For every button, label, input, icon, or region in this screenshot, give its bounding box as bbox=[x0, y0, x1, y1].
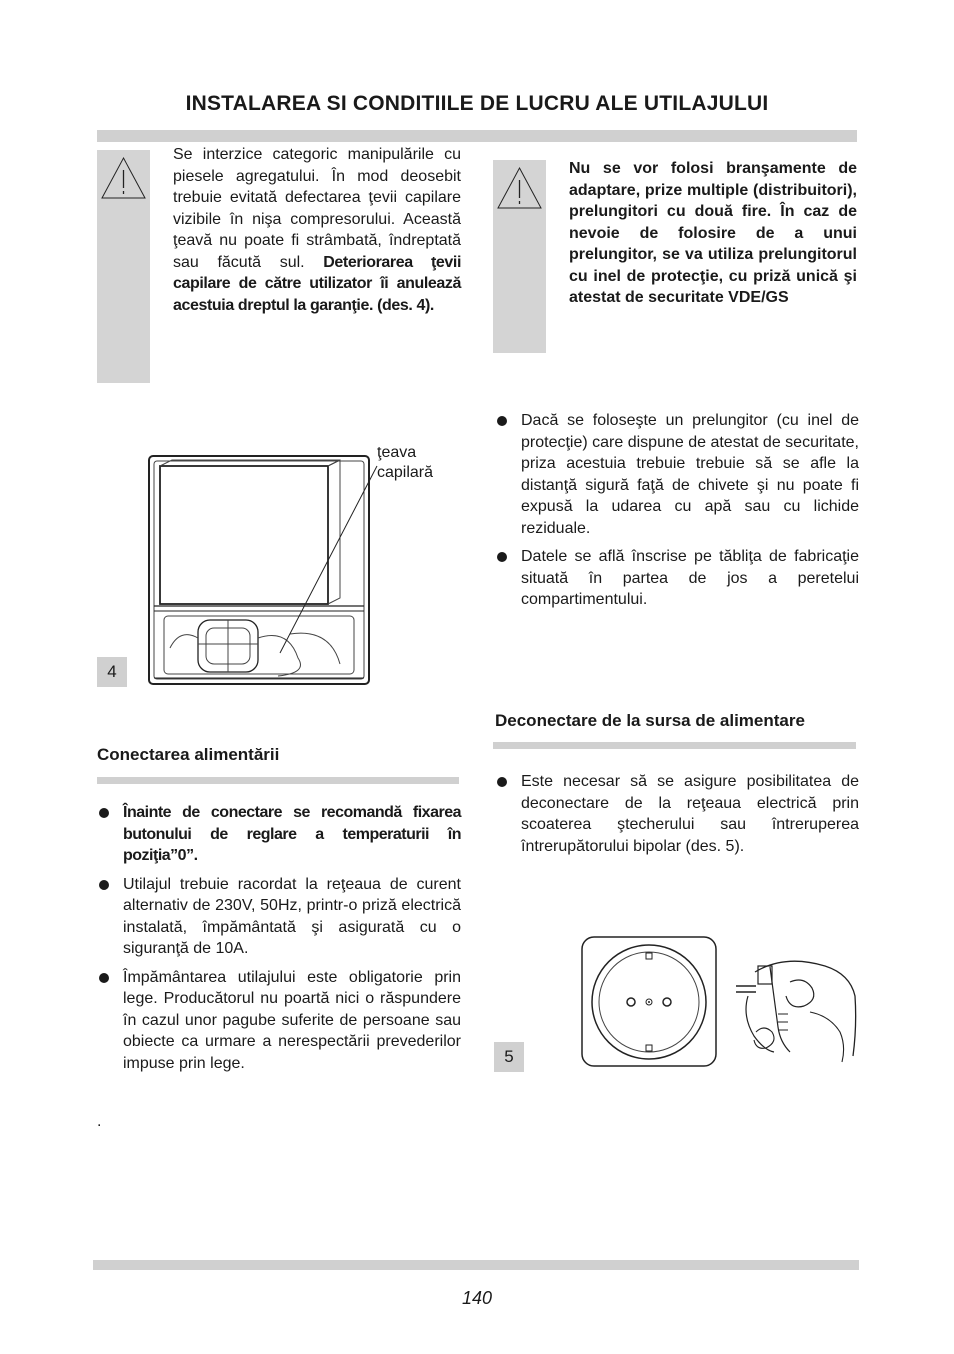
figure-5-socket bbox=[580, 935, 720, 1070]
right-bullet-list bbox=[495, 410, 859, 618]
list-item: Dacă se foloseşte un prelungitor (cu inel de protecţie) care dispune de atestat de securitate, priza acestuia trebuie trebuie să se afle la distanţă sigură faţă de chivete şi nu poate fi expusă la udarea cu apă sau cu lichide reziduale. bbox=[495, 410, 859, 539]
page-number: 140 bbox=[461, 1288, 493, 1308]
figure-4-refrigerator bbox=[140, 448, 380, 693]
warning-triangle-icon bbox=[97, 150, 150, 210]
section-connect-heading: Conectarea alimentării bbox=[97, 745, 280, 764]
figure-4-label: ţeava capilară bbox=[377, 444, 434, 481]
list-item: Este necesar să se asigure posibilitatea de deconectare de la reţeaua electrică prin scoaterea ştecherului sau întreruperea întrerupătorului bipolar (des. 5). bbox=[495, 771, 859, 857]
list-item: Utilajul trebuie racordat la reţeaua de curent alternativ de 230V, 50Hz, printr-o priză electrică instalată, împământată şi asigurată cu o siguranţă de 10A. bbox=[97, 874, 461, 960]
warning-left-normal: Se interzice categoric manipulările cu piesele agregatului. În mod deosebit trebuie evitată defectarea ţevii capilare vizibile în nişa compresorului. Această ţeavă nu poate fi strâmbată, îndreptată sau făcută sul. bbox=[173, 146, 461, 271]
stray-dot: . bbox=[97, 1113, 102, 1130]
section-connect-list bbox=[97, 802, 461, 1081]
footer-rule bbox=[93, 1260, 859, 1270]
list-item: Împământarea utilajului este obligatorie prin lege. Producătorul nu poartă nici o răspundere în cazul unor pagube suferite de persoane sau obiecte ca urmare a nerespectării prevederilor impuse prin lege. bbox=[97, 967, 461, 1075]
figure-5-plug-hand bbox=[730, 952, 860, 1064]
page-title: INSTALAREA SI CONDITIILE DE LUCRU ALE UTILAJULUI bbox=[185, 92, 769, 115]
section-disconnect-heading: Deconectare de la sursa de alimentare bbox=[495, 711, 805, 730]
section-disconnect-underline bbox=[493, 742, 856, 749]
warning-triangle-icon bbox=[493, 160, 546, 220]
section-disconnect-list bbox=[495, 771, 859, 864]
warning-left-box bbox=[97, 150, 150, 383]
warning-left-bold: Deteriorarea ţevii capilare de către utilizator îi anulează acestuia dreptul la garanţie. (des. 4). bbox=[173, 253, 461, 314]
warning-left-text bbox=[173, 144, 461, 316]
section-connect-underline bbox=[97, 777, 459, 784]
list-item: Înainte de conectare se recomandă fixarea butonului de reglare a temperaturii în poziţia”0”. bbox=[97, 802, 461, 867]
title-underline bbox=[97, 130, 857, 142]
warning-right-text: Nu se vor folosi branşamente de adaptare, prize multiple (distribuitori), prelungitori cu două fire. În caz de nevoie de folosire de a unui prelungitor, se va utiliza prelungitorul cu inel de protecţie, cu priză unică şi atestat de securitate VDE/GS bbox=[569, 160, 857, 306]
figure-5-number: 5 bbox=[494, 1042, 524, 1072]
warning-right-box bbox=[493, 160, 546, 353]
figure-4-number: 4 bbox=[97, 657, 127, 687]
list-item: Datele se află înscrise pe tăbliţa de fabricaţie situată în partea de jos a peretelui compartimentului. bbox=[495, 546, 859, 611]
